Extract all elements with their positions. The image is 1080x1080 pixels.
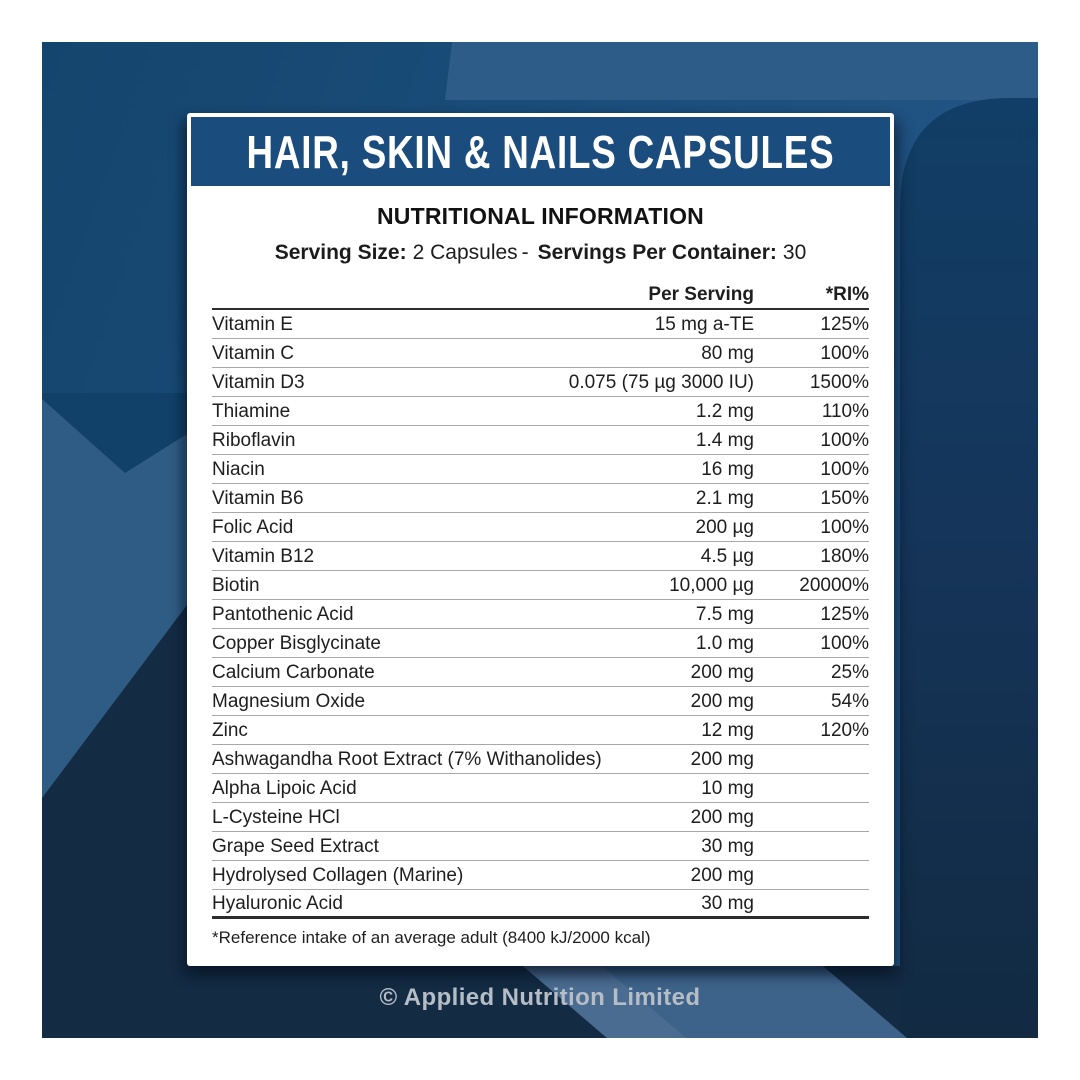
table-row bbox=[212, 397, 869, 426]
ingredient-name: Vitamin D3 bbox=[212, 371, 305, 393]
ingredient-amount: 16 mg bbox=[701, 458, 754, 480]
ingredient-amount: 200 mg bbox=[690, 661, 754, 683]
serving-size-label: Serving Size: bbox=[274, 241, 407, 264]
ingredient-name: Vitamin E bbox=[212, 313, 293, 335]
col-per-serving: Per Serving bbox=[648, 284, 754, 305]
table-row bbox=[212, 890, 869, 919]
ingredient-amount: 15 mg a-TE bbox=[654, 313, 754, 335]
ingredient-amount: 2.1 mg bbox=[695, 487, 754, 509]
ingredient-ri: 120% bbox=[820, 719, 869, 741]
nutrition-table-body bbox=[212, 310, 869, 919]
ingredient-name: Niacin bbox=[212, 458, 265, 480]
ingredient-name: Thiamine bbox=[212, 400, 291, 422]
table-row bbox=[212, 658, 869, 687]
copyright-footer: © Applied Nutrition Limited bbox=[379, 984, 701, 1011]
serving-separator: - bbox=[521, 241, 529, 264]
ingredient-ri: 125% bbox=[820, 313, 869, 335]
servings-per-container-label: Servings Per Container: bbox=[537, 241, 777, 264]
table-row bbox=[212, 832, 869, 861]
servings-per-container-value: 30 bbox=[782, 241, 807, 264]
ingredient-amount: 4.5 µg bbox=[700, 545, 754, 567]
ingredient-ri: 54% bbox=[830, 690, 869, 712]
ingredient-amount: 1.4 mg bbox=[695, 429, 754, 451]
ingredient-name: Calcium Carbonate bbox=[212, 661, 375, 683]
ingredient-name: Pantothenic Acid bbox=[212, 603, 354, 625]
ingredient-amount: 200 mg bbox=[690, 864, 754, 886]
table-row bbox=[212, 571, 869, 600]
ingredient-name: Alpha Lipoic Acid bbox=[212, 777, 357, 799]
nutrition-table bbox=[212, 280, 869, 948]
table-row bbox=[212, 339, 869, 368]
right-dark-shape bbox=[900, 98, 1038, 1038]
ingredient-ri: 100% bbox=[820, 458, 869, 480]
ingredient-name: Ashwagandha Root Extract (7% Withanolides) bbox=[212, 748, 602, 770]
nutrition-panel-card bbox=[187, 113, 894, 966]
table-row bbox=[212, 629, 869, 658]
ingredient-ri: 25% bbox=[830, 661, 869, 683]
ingredient-amount: 1.0 mg bbox=[695, 632, 754, 654]
ingredient-amount: 30 mg bbox=[701, 892, 754, 914]
ingredient-amount: 12 mg bbox=[701, 719, 754, 741]
ingredient-amount: 10,000 µg bbox=[669, 574, 754, 596]
ingredient-amount: 200 mg bbox=[690, 748, 754, 770]
ingredient-ri: 100% bbox=[820, 516, 869, 538]
ingredient-name: Folic Acid bbox=[212, 516, 294, 538]
ingredient-name: Vitamin C bbox=[212, 342, 295, 364]
ingredient-name: Biotin bbox=[212, 574, 260, 596]
serving-size-value: 2 Capsules bbox=[412, 241, 518, 264]
ingredient-ri: 1500% bbox=[809, 371, 869, 393]
ingredient-ri: 100% bbox=[820, 632, 869, 654]
ingredient-name: Hydrolysed Collagen (Marine) bbox=[212, 864, 464, 886]
table-row bbox=[212, 803, 869, 832]
table-row bbox=[212, 310, 869, 339]
ingredient-ri: 100% bbox=[820, 429, 869, 451]
ingredient-name: L-Cysteine HCl bbox=[212, 806, 340, 828]
table-row bbox=[212, 745, 869, 774]
nutrition-table-header bbox=[212, 280, 869, 310]
ingredient-amount: 200 µg bbox=[695, 516, 754, 538]
table-row bbox=[212, 861, 869, 890]
ingredient-amount: 7.5 mg bbox=[695, 603, 754, 625]
table-row bbox=[212, 542, 869, 571]
table-row bbox=[212, 455, 869, 484]
table-row bbox=[212, 484, 869, 513]
ingredient-name: Grape Seed Extract bbox=[212, 835, 379, 857]
ingredient-amount: 1.2 mg bbox=[695, 400, 754, 422]
ingredient-ri: 150% bbox=[820, 487, 869, 509]
ingredient-ri: 100% bbox=[820, 342, 869, 364]
product-title-band bbox=[191, 117, 890, 186]
table-row bbox=[212, 513, 869, 542]
ingredient-name: Zinc bbox=[212, 719, 248, 741]
ingredient-amount: 10 mg bbox=[701, 777, 754, 799]
top-right-light-band bbox=[445, 42, 1038, 100]
ingredient-ri: 110% bbox=[821, 400, 869, 422]
table-row bbox=[212, 774, 869, 803]
ingredient-name: Copper Bisglycinate bbox=[212, 632, 381, 654]
col-ri: *RI% bbox=[825, 284, 869, 305]
reference-footnote: *Reference intake of an average adult (8400 kJ/2000 kcal) bbox=[212, 928, 651, 947]
ingredient-name: Vitamin B6 bbox=[212, 487, 304, 509]
ingredient-amount: 30 mg bbox=[701, 835, 754, 857]
ingredient-amount: 200 mg bbox=[690, 806, 754, 828]
ingredient-name: Hyaluronic Acid bbox=[212, 892, 343, 914]
product-title: HAIR, SKIN & NAILS CAPSULES bbox=[246, 125, 835, 178]
table-row bbox=[212, 368, 869, 397]
serving-line bbox=[187, 241, 894, 265]
ingredient-name: Vitamin B12 bbox=[212, 545, 315, 567]
table-row bbox=[212, 687, 869, 716]
table-row bbox=[212, 600, 869, 629]
panel-heading: NUTRITIONAL INFORMATION bbox=[377, 203, 704, 229]
ingredient-ri: 180% bbox=[820, 545, 869, 567]
ingredient-name: Magnesium Oxide bbox=[212, 690, 366, 712]
ingredient-name: Riboflavin bbox=[212, 429, 296, 451]
ingredient-amount: 200 mg bbox=[690, 690, 754, 712]
table-row bbox=[212, 716, 869, 745]
ingredient-amount: 80 mg bbox=[701, 342, 754, 364]
ingredient-ri: 125% bbox=[820, 603, 869, 625]
ingredient-ri: 20000% bbox=[799, 574, 869, 596]
table-row bbox=[212, 426, 869, 455]
ingredient-amount: 0.075 (75 µg 3000 IU) bbox=[568, 371, 754, 393]
